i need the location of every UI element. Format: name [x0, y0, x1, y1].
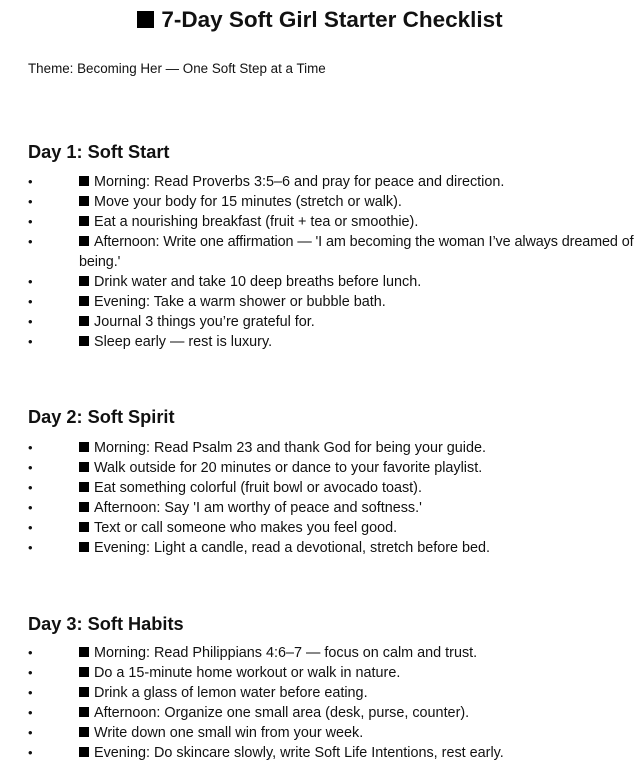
checklist-item [0, 232, 640, 272]
checkbox-icon [79, 276, 89, 286]
checkbox-icon [79, 216, 89, 226]
checklist-item [0, 703, 640, 723]
checklist-item-text: Drink water and take 10 deep breaths before lunch. [94, 274, 422, 290]
bullet-icon: • [28, 520, 33, 535]
checkbox-icon [79, 196, 89, 206]
checklist-item-text: Drink a glass of lemon water before eating. [94, 685, 368, 701]
checkbox-icon [79, 667, 89, 677]
checklist-item [0, 458, 640, 478]
bullet-icon: • [28, 440, 33, 455]
checklist-item-text: Write down one small win from your week. [94, 725, 364, 741]
checklist-item [0, 663, 640, 683]
bullet-icon: • [28, 314, 33, 329]
checklist-item-text: Move your body for 15 minutes (stretch or walk). [94, 194, 402, 210]
checkbox-icon [79, 647, 89, 657]
bullet-icon: • [28, 480, 33, 495]
checkbox-icon [79, 747, 89, 757]
checklist-item [0, 292, 640, 312]
checklist-item [0, 212, 640, 232]
checklist-item-text: Afternoon: Say 'I am worthy of peace and softness.' [94, 500, 422, 516]
day-3-heading: Day 3: Soft Habits [28, 614, 184, 634]
bullet-icon: • [28, 500, 33, 515]
theme-line: Theme: Becoming Her — One Soft Step at a Time [28, 61, 326, 76]
checkbox-icon [137, 11, 154, 28]
bullet-icon: • [28, 194, 33, 209]
bullet-icon: • [28, 174, 33, 189]
checkbox-icon [79, 462, 89, 472]
checkbox-icon [79, 542, 89, 552]
checklist-item-text: Eat a nourishing breakfast (fruit + tea or smoothie). [94, 214, 419, 230]
checkbox-icon [79, 482, 89, 492]
bullet-icon: • [28, 214, 33, 229]
bullet-icon: • [28, 645, 33, 660]
bullet-icon: • [28, 725, 33, 740]
page-title [0, 6, 640, 34]
checklist-item [0, 478, 640, 498]
checkbox-icon [79, 296, 89, 306]
checkbox-icon [79, 336, 89, 346]
checkbox-icon [79, 442, 89, 452]
checkbox-icon [79, 236, 89, 246]
checklist-item [0, 172, 640, 192]
checkbox-icon [79, 727, 89, 737]
checkbox-icon [79, 522, 89, 532]
bullet-icon: • [28, 665, 33, 680]
checklist-item-text: Morning: Read Proverbs 3:5–6 and pray for peace and direction. [94, 174, 505, 190]
checklist-item [0, 518, 640, 538]
checklist-item [0, 538, 640, 558]
checklist-item-text: Text or call someone who makes you feel good. [94, 520, 398, 536]
day-1-heading: Day 1: Soft Start [28, 142, 170, 162]
day-1-checklist [0, 172, 640, 352]
bullet-icon: • [28, 745, 33, 760]
checkbox-icon [79, 502, 89, 512]
checklist-item-text: Sleep early — rest is luxury. [94, 334, 273, 350]
checklist-item-text: Morning: Read Psalm 23 and thank God for being your guide. [94, 440, 486, 456]
page-title-text: 7-Day Soft Girl Starter Checklist [161, 7, 503, 32]
checklist-item-text: Afternoon: Organize one small area (desk, purse, counter). [94, 705, 470, 721]
checklist-item [0, 723, 640, 743]
checklist-item [0, 743, 640, 763]
checklist-item [0, 438, 640, 458]
bullet-icon: • [28, 234, 33, 249]
checkbox-icon [79, 316, 89, 326]
bullet-icon: • [28, 274, 33, 289]
checklist-item-text: Afternoon: Write one affirmation — 'I am becoming the woman I’ve always dreamed of being.' [79, 234, 634, 270]
checklist-item-text: Evening: Light a candle, read a devotional, stretch before bed. [94, 540, 491, 556]
checklist-item [0, 312, 640, 332]
checklist-item-text: Evening: Take a warm shower or bubble bath. [94, 294, 386, 310]
checklist-item [0, 192, 640, 212]
checklist-item [0, 498, 640, 518]
day-2-checklist [0, 438, 640, 558]
checklist-item-text: Evening: Do skincare slowly, write Soft Life Intentions, rest early. [94, 745, 504, 761]
checklist-item [0, 272, 640, 292]
checklist-item [0, 683, 640, 703]
checklist-item [0, 643, 640, 663]
checklist-item-text: Morning: Read Philippians 4:6–7 — focus on calm and trust. [94, 645, 478, 661]
day-3-checklist [0, 643, 640, 763]
checkbox-icon [79, 707, 89, 717]
checklist-item-text: Walk outside for 20 minutes or dance to your favorite playlist. [94, 460, 483, 476]
checkbox-icon [79, 687, 89, 697]
checklist-item-text: Journal 3 things you’re grateful for. [94, 314, 315, 330]
bullet-icon: • [28, 540, 33, 555]
bullet-icon: • [28, 294, 33, 309]
bullet-icon: • [28, 685, 33, 700]
day-2-heading: Day 2: Soft Spirit [28, 407, 175, 427]
checklist-item [0, 332, 640, 352]
checklist-item-text: Eat something colorful (fruit bowl or avocado toast). [94, 480, 422, 496]
checkbox-icon [79, 176, 89, 186]
bullet-icon: • [28, 334, 33, 349]
checklist-item-text: Do a 15-minute home workout or walk in nature. [94, 665, 401, 681]
bullet-icon: • [28, 460, 33, 475]
bullet-icon: • [28, 705, 33, 720]
